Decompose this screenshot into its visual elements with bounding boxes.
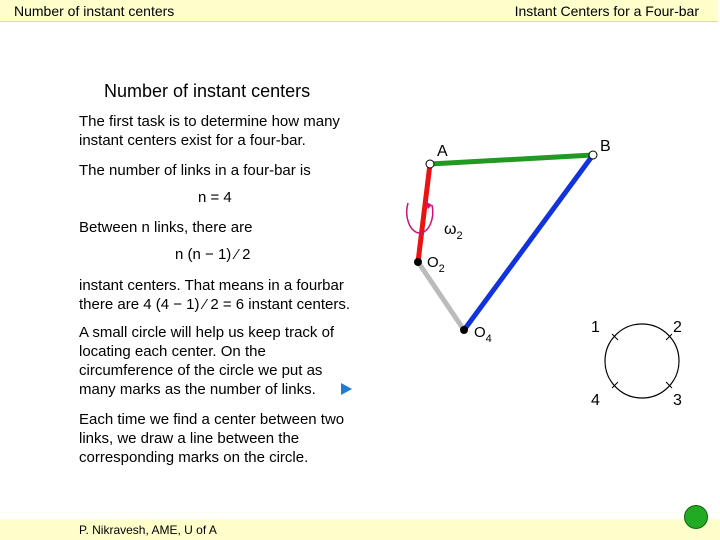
joint-b	[589, 151, 597, 159]
paragraph-5-line-2: locating each center. On the	[79, 343, 266, 360]
footer-credit: P. Nikravesh, AME, U of A	[79, 523, 217, 537]
footer-bar	[0, 519, 720, 540]
crank-link	[418, 164, 430, 262]
label-o4: $O_4$	[474, 324, 492, 345]
header-right-title: Instant Centers for a Four-bar	[514, 3, 699, 19]
coupler-link	[430, 155, 593, 164]
paragraph-5-line-3: circumference of the circle we put as	[79, 362, 323, 379]
label-a: A	[437, 143, 448, 160]
paragraph-4-line-1: instant centers. That means in a fourbar	[79, 277, 344, 294]
equation-count: n (n − 1) ⁄ 2	[175, 246, 251, 263]
label-omega: $\omega_2$	[444, 221, 463, 242]
paragraph-5-line-4: many marks as the number of links.	[79, 381, 316, 398]
next-slide-button[interactable]	[684, 505, 708, 529]
paragraph-4-line-2: there are 4 (4 − 1) ⁄ 2 = 6 instant centers.	[79, 296, 350, 313]
pivot-o4	[460, 326, 468, 334]
paragraph-3: Between n links, there are	[79, 219, 253, 236]
pivot-o2	[414, 258, 422, 266]
mark-1-label: 1	[591, 319, 600, 336]
bookkeeping-circle	[605, 324, 679, 398]
header-left-title: Number of instant centers	[14, 3, 175, 19]
mark-4-label: 4	[591, 392, 600, 409]
paragraph-6-line-2: links, we draw a line between the	[79, 430, 300, 447]
mark-2-label: 2	[673, 319, 682, 336]
mark-3-label: 3	[673, 392, 682, 409]
slide-title: Number of instant centers	[104, 81, 311, 101]
label-b: B	[600, 138, 611, 155]
equation-n: n = 4	[198, 189, 232, 206]
label-o2: $O_2$	[427, 254, 445, 275]
joint-a	[426, 160, 434, 168]
paragraph-6-line-1: Each time we find a center between two	[79, 411, 345, 428]
paragraph-2: The number of links in a four-bar is	[79, 162, 311, 179]
paragraph-1-line-2: instant centers exist for a four-bar.	[79, 132, 306, 149]
rocker-link	[464, 155, 593, 330]
paragraph-6-line-3: corresponding marks on the circle.	[79, 449, 309, 466]
paragraph-5-line-1: A small circle will help us keep track of	[79, 324, 335, 341]
paragraph-1-line-1: The first task is to determine how many	[79, 113, 340, 130]
